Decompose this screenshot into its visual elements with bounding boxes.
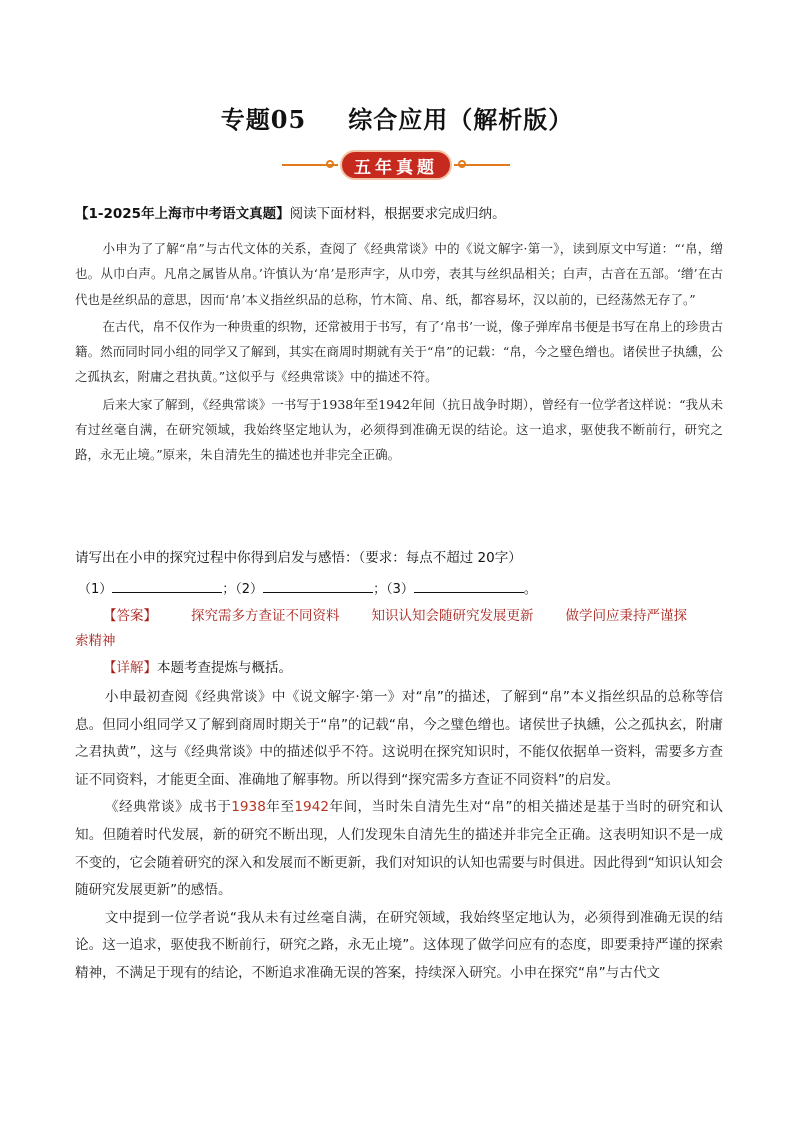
material-paragraph: 小申为了了解“帛”与古代文体的关系，查阅了《经典常谈》中的《说文解字·第一》，读到原文中写道：“‘帛，缯也。从巾白声。凡帛之属皆从帛。’许慎认为‘帛’是形声字，从巾旁，表其与丝织品相关；白声，古音在五部。‘缯’在古代也是丝织品的意思，因而‘帛’本义指丝织品的总称，竹木简、帛、纸，都容易坏，汉以前的，已经荡然无存了。”: [75, 241, 723, 307]
analysis-text: 年至: [265, 799, 295, 816]
answer-blanks: [78, 578, 728, 601]
question-instruction: 阅读下面材料，根据要求完成归纳。: [289, 206, 506, 222]
section-banner: [282, 150, 510, 180]
analysis-paragraph-2: [75, 794, 723, 904]
blank-line-1: [112, 578, 222, 593]
blank-end: 。: [523, 582, 537, 597]
answer-item-1: 探究需多方查证不同资料: [191, 608, 340, 624]
answer-item-3: 做学问应秉持严谨探: [565, 608, 687, 624]
analysis-paragraph-3: 文中提到一位学者说“我从未有过丝毫自满，在研究领域，我始终坚定地认为，必须得到准确无误的结论。这一追求，驱使我不断前行，研究之路，永无止境”。这体现了做学问应有的态度，即要秉持严谨的探索精神，不满足于现有的结论，不断追求准确无误的答案，持续深入研究。小申在探究“帛”与古代文: [75, 909, 723, 981]
analysis-text: 年间，当时朱自清先生对“帛”的相关描述是基于当时的研究和认知。但随着时代发展，新的研究不断出现，人们发现朱自清先生的描述并非完全正确。这表明知识不是一成不变的，它会随着研究的深入和发展而不断更新，我们对知识的认知也需要与时俱进。因此得到“知识认知会随研究发展更新”的感悟。: [75, 799, 724, 899]
banner-pill: 五年真题: [340, 150, 452, 180]
blank-label-2: ；（2）: [222, 582, 264, 597]
answer-block: [75, 604, 725, 654]
material-paragraph: 后来大家了解到，《经典常谈》一书写于1938年至1942年间（抗日战争时期），曾经有一位学者这样说：“我从未有过丝毫自满，在研究领域，我始终坚定地认为，必须得到准确无误的结论。这一追求，驱使我不断前行，研究之路，永无止境。”原来，朱自清先生的描述也并非完全正确。: [75, 396, 723, 463]
blank-label-1: （1）: [78, 582, 113, 597]
question-tag: 【1-2025年上海市中考语文真题】: [75, 206, 290, 222]
task-prompt: 请写出在小申的探究过程中你得到启发与感悟：（要求：每点不超过 20字）: [75, 550, 522, 566]
banner-right-line: [454, 164, 510, 166]
year-end: 1942: [294, 799, 329, 816]
detail-text: 本题考查提炼与概括。: [157, 660, 292, 676]
page-title: [0, 100, 794, 135]
blank-line-2: [263, 578, 373, 593]
answer-item-2: 知识认知会随研究发展更新: [371, 608, 534, 624]
reading-material: [75, 236, 723, 468]
year-start: 1938: [231, 799, 266, 816]
banner-left-dot: [326, 160, 334, 168]
answer-label: 【答案】: [103, 608, 157, 624]
detail-block: [75, 656, 725, 681]
title-part2: 综合应用（解析版）: [348, 105, 574, 134]
material-paragraph: 在古代，帛不仅作为一种贵重的织物，还常被用于书写，有了‘帛书’一说，像子弹库帛书便是书写在帛上的珍贵古籍。然而同时同小组的同学又了解到，其实在商周时期就有关于“帛”的记载：“帛，今之璧色缯也。诸侯世子执纁，公之孤执玄，附庸之君执黄。”这似乎与《经典常谈》中的描述不符。: [75, 318, 723, 385]
blank-label-3: ；（3）: [373, 582, 414, 597]
analysis-block: [75, 684, 723, 988]
answer-wrap: 索精神: [75, 633, 116, 649]
question-heading: [75, 204, 725, 224]
blank-line-3: [414, 578, 524, 593]
title-part1: 专题05: [220, 105, 307, 134]
analysis-text: 《经典常谈》成书于: [104, 799, 232, 816]
analysis-paragraph-1: 小申最初查阅《经典常谈》中《说文解字·第一》对“帛”的描述，了解到“帛”本义指丝织品的总称等信息。但同小组同学又了解到商周时期关于“帛”的记载“帛，今之璧色缯也。诸侯世子执纁，公之孤执玄，附庸之君执黄”，这与《经典常谈》中的描述似乎不符。这说明在探究知识时，不能仅依据单一资料，需要多方查证不同资料，才能更全面、准确地了解事物。所以得到“探究需多方查证不同资料”的启发。: [75, 689, 723, 788]
detail-label: 【详解】: [103, 660, 157, 676]
